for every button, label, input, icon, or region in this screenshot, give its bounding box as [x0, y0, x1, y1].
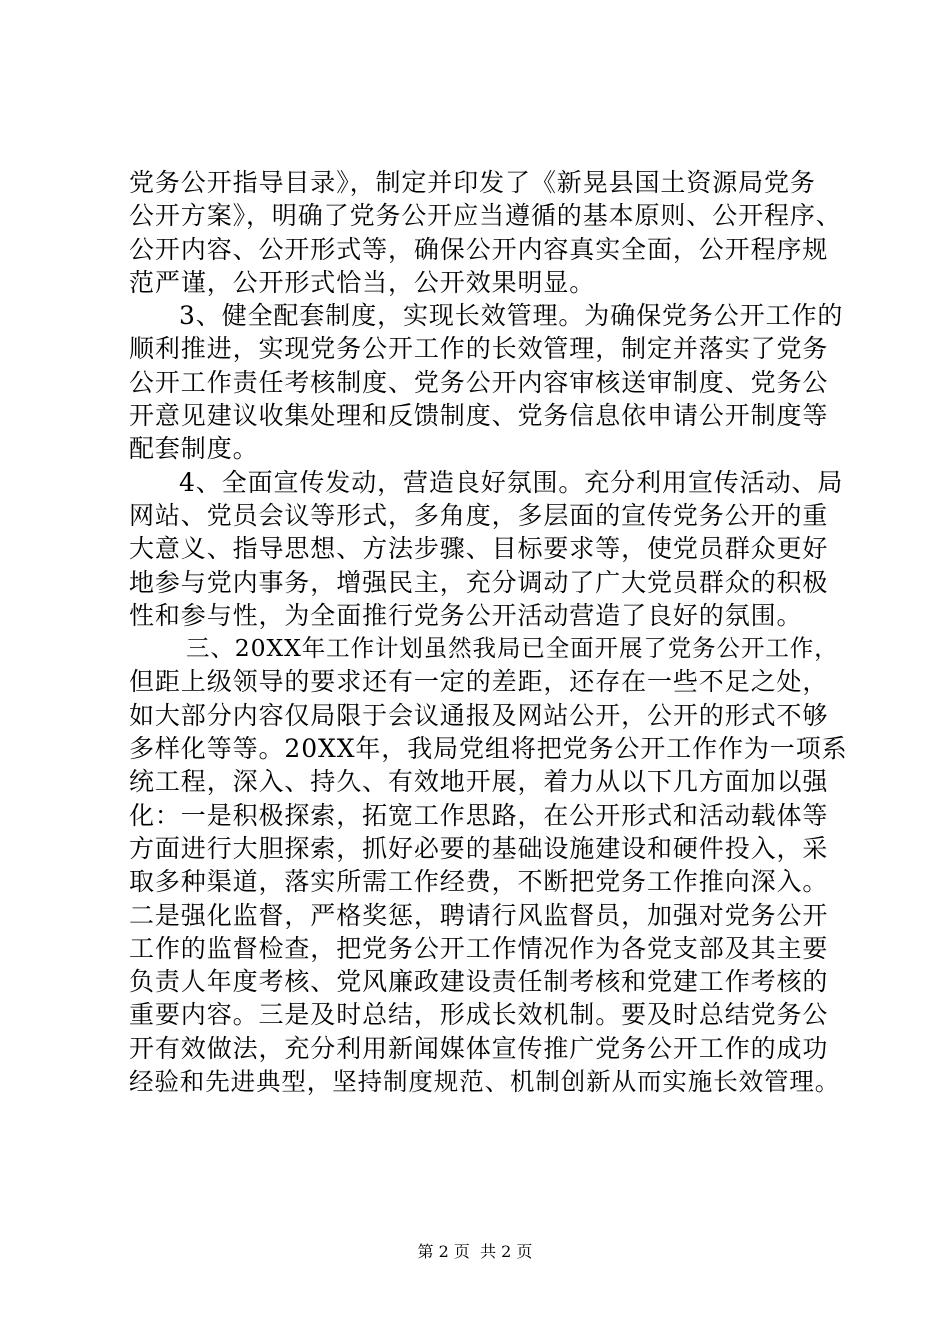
text-line: 负责人年度考核、党风廉政建设责任制考核和党建工作考核的 — [129, 967, 829, 997]
text-line: 三、20XX年工作计划虽然我局已全面开展了党务公开工作， — [186, 634, 839, 663]
text-line: 范严谨，公开形式恰当，公开效果明显。 — [129, 267, 596, 297]
text-line: 重要内容。三是及时总结，形成长效机制。要及时总结党务公 — [129, 1000, 829, 1030]
text-line: 公开方案》，明确了党务公开应当遵循的基本原则、公开程序、 — [129, 201, 842, 231]
text-line: 开意见建议收集处理和反馈制度、党务信息依申请公开制度等 — [129, 401, 829, 431]
text-line: 二是强化监督，严格奖惩，聘请行风监督员，加强对党务公开 — [129, 900, 829, 930]
document-body — [129, 166, 849, 1098]
text-line: 配套制度。 — [129, 434, 259, 464]
text-line: 3、健全配套制度，实现长效管理。为确保党务公开工作的 — [179, 301, 844, 331]
text-line: 多样化等等。20XX年，我局党组将把党务公开工作作为一项系 — [129, 734, 848, 764]
text-line: 网站、党员会议等形式，多角度，多层面的宣传党务公开的重 — [129, 500, 829, 530]
text-line: 地参与党内事务，增强民主，充分调动了广大党员群众的积极 — [129, 567, 829, 597]
text-line: 公开工作责任考核制度、党务公开内容审核送审制度、党务公 — [129, 367, 829, 397]
text-line: 性和参与性，为全面推行党务公开活动营造了良好的氛围。 — [129, 600, 803, 630]
text-line: 方面进行大胆探索，抓好必要的基础设施建设和硬件投入，采 — [129, 833, 829, 863]
text-line: 经验和先进典型，坚持制度规范、机制创新从而实施长效管理。 — [129, 1067, 841, 1097]
text-line: 4、全面宣传发动，营造良好氛围。充分利用宣传活动、局 — [179, 467, 844, 497]
text-line: 顺利推进，实现党务公开工作的长效管理，制定并落实了党务 — [129, 334, 829, 364]
text-line: 公开内容、公开形式等，确保公开内容真实全面，公开程序规 — [129, 234, 829, 264]
text-line: 化：一是积极探索，拓宽工作思路，在公开形式和活动载体等 — [129, 800, 829, 830]
text-line: 但距上级领导的要求还有一定的差距，还存在一些不足之处， — [129, 667, 829, 697]
text-line: 统工程，深入、持久、有效地开展，着力从以下几方面加以强 — [129, 767, 829, 797]
text-line: 如大部分内容仅局限于会议通报及网站公开，公开的形式不够 — [129, 700, 829, 730]
text-line: 大意义、指导思想、方法步骤、目标要求等，使党员群众更好 — [129, 534, 829, 564]
text-line: 开有效做法，充分利用新闻媒体宣传推广党务公开工作的成功 — [129, 1033, 829, 1063]
page-footer: 第 2 页 共 2 页 — [417, 1242, 533, 1261]
text-line: 取多种渠道，落实所需工作经费，不断把党务工作推向深入。 — [129, 867, 829, 897]
text-line: 党务公开指导目录》，制定并印发了《新晃县国土资源局党务 — [129, 168, 816, 197]
text-line: 工作的监督检查，把党务公开工作情况作为各党支部及其主要 — [129, 933, 829, 963]
